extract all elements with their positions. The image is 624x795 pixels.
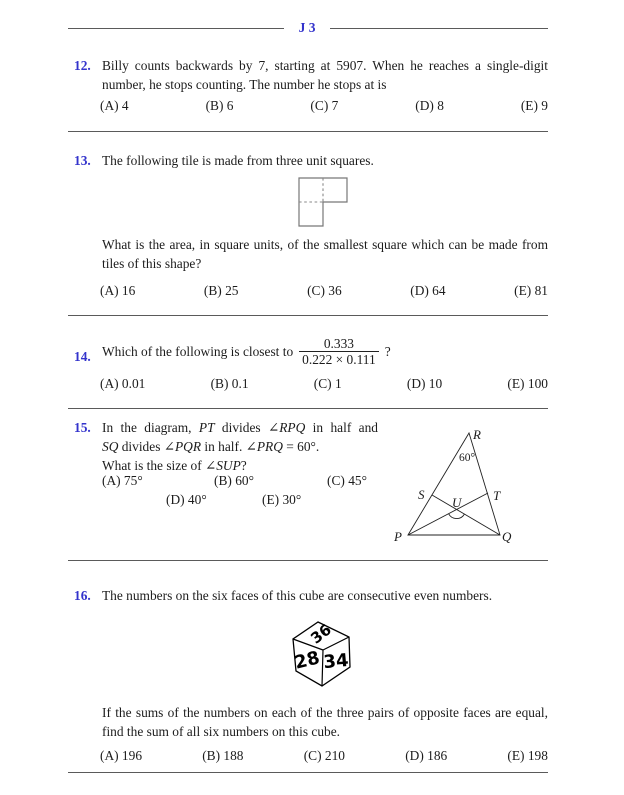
question-12-text-line2: number, he stops counting. The number he stops at is: [102, 77, 387, 92]
question-14-text: [102, 336, 391, 367]
divider: [68, 315, 548, 316]
option-14-e: (E) 100: [507, 376, 548, 391]
option-15-c: (C) 45°: [327, 473, 367, 488]
question-13-text-line3: tiles of this shape?: [102, 256, 202, 271]
option-13-e: (E) 81: [514, 283, 548, 298]
option-12-a: (A) 4: [100, 98, 129, 113]
question-12-options: [100, 97, 548, 114]
option-15-e: (E) 30°: [262, 492, 302, 507]
cube-face-left: 28: [292, 647, 322, 674]
triangle-diagram: [385, 420, 520, 545]
option-12-c: (C) 7: [310, 98, 339, 113]
question-number-12: 12.: [74, 58, 91, 73]
divider: [68, 772, 548, 773]
header-rule-right: [330, 28, 548, 29]
option-15-a: (A) 75°: [102, 473, 143, 488]
option-16-c: (C) 210: [303, 748, 345, 763]
question-number-13: 13.: [74, 153, 91, 168]
option-15-d: (D) 40°: [166, 492, 207, 507]
option-16-d: (D) 186: [405, 748, 448, 763]
vertex-label-q: Q: [502, 529, 512, 544]
fraction-numerator: 0.333: [323, 336, 354, 351]
question-14-lead: Which of the following is closest to: [102, 344, 294, 359]
fraction: [299, 336, 379, 367]
divider: [68, 408, 548, 409]
vertex-label-p: P: [394, 529, 402, 544]
vertex-label-s: S: [418, 487, 425, 502]
question-number-14: 14.: [74, 349, 91, 364]
vertex-label-r: R: [473, 427, 481, 442]
fraction-denominator: 0.222 × 0.111: [299, 351, 379, 367]
angle-label-60: 60°: [459, 452, 476, 464]
question-16-text-line2: If the sums of the numbers on each of the three pairs of opposite faces are equal,: [102, 705, 548, 720]
tile-inner-dashed-edges: [299, 178, 323, 202]
option-13-b: (B) 25: [203, 283, 239, 298]
option-14-b: (B) 0.1: [210, 376, 249, 391]
question-14-options: [100, 375, 548, 392]
option-12-d: (D) 8: [415, 98, 444, 113]
question-13-text-line2: What is the area, in square units, of the smallest square which can be made from: [102, 237, 548, 252]
question-16-options: [100, 747, 548, 764]
vertex-label-u: U: [452, 495, 462, 510]
tile-diagram: [296, 176, 350, 230]
question-16-text-line3: find the sum of all six numbers on this cube.: [102, 724, 341, 739]
question-15-text-line2: SQ divides ∠PQR in half. ∠PRQ = 60°.: [102, 439, 320, 454]
question-15-text-line3: What is the size of ∠SUP?: [102, 458, 247, 473]
question-number-15: 15.: [74, 420, 91, 435]
option-12-b: (B) 6: [205, 98, 234, 113]
option-12-e: (E) 9: [520, 98, 548, 113]
cube-face-top: 36: [307, 620, 335, 648]
option-13-a: (A) 16: [100, 283, 136, 298]
cube-diagram: [284, 616, 356, 692]
divider: [68, 131, 548, 132]
divider: [68, 560, 548, 561]
option-16-e: (E) 198: [507, 748, 548, 763]
question-15-text-line1: In the diagram, PT divides ∠RPQ in half and: [102, 420, 378, 435]
vertex-label-t: T: [493, 488, 501, 503]
cube-face-right: 34: [322, 649, 350, 674]
page-header: J 3: [298, 20, 316, 35]
question-number-16: 16.: [74, 588, 91, 603]
question-14-tail: ?: [384, 344, 391, 359]
option-14-c: (C) 1: [313, 376, 342, 391]
option-16-a: (A) 196: [100, 748, 143, 763]
option-14-d: (D) 10: [406, 376, 443, 391]
option-16-b: (B) 188: [202, 748, 244, 763]
question-12-text-line1: Billy counts backwards by 7, starting at 5907. When he reaches a single-digit: [102, 58, 548, 73]
angle-arc-u: [449, 514, 465, 519]
question-13-text-line1: The following tile is made from three unit squares.: [102, 153, 374, 168]
option-13-c: (C) 36: [307, 283, 342, 298]
question-13-options: [100, 282, 548, 299]
option-15-b: (B) 60°: [214, 473, 254, 488]
question-16-text-line1: The numbers on the six faces of this cube are consecutive even numbers.: [102, 588, 493, 603]
option-13-d: (D) 64: [410, 283, 446, 298]
header-rule-left: [68, 28, 284, 29]
option-14-a: (A) 0.01: [100, 376, 146, 391]
triangle-pqr: [408, 433, 500, 535]
